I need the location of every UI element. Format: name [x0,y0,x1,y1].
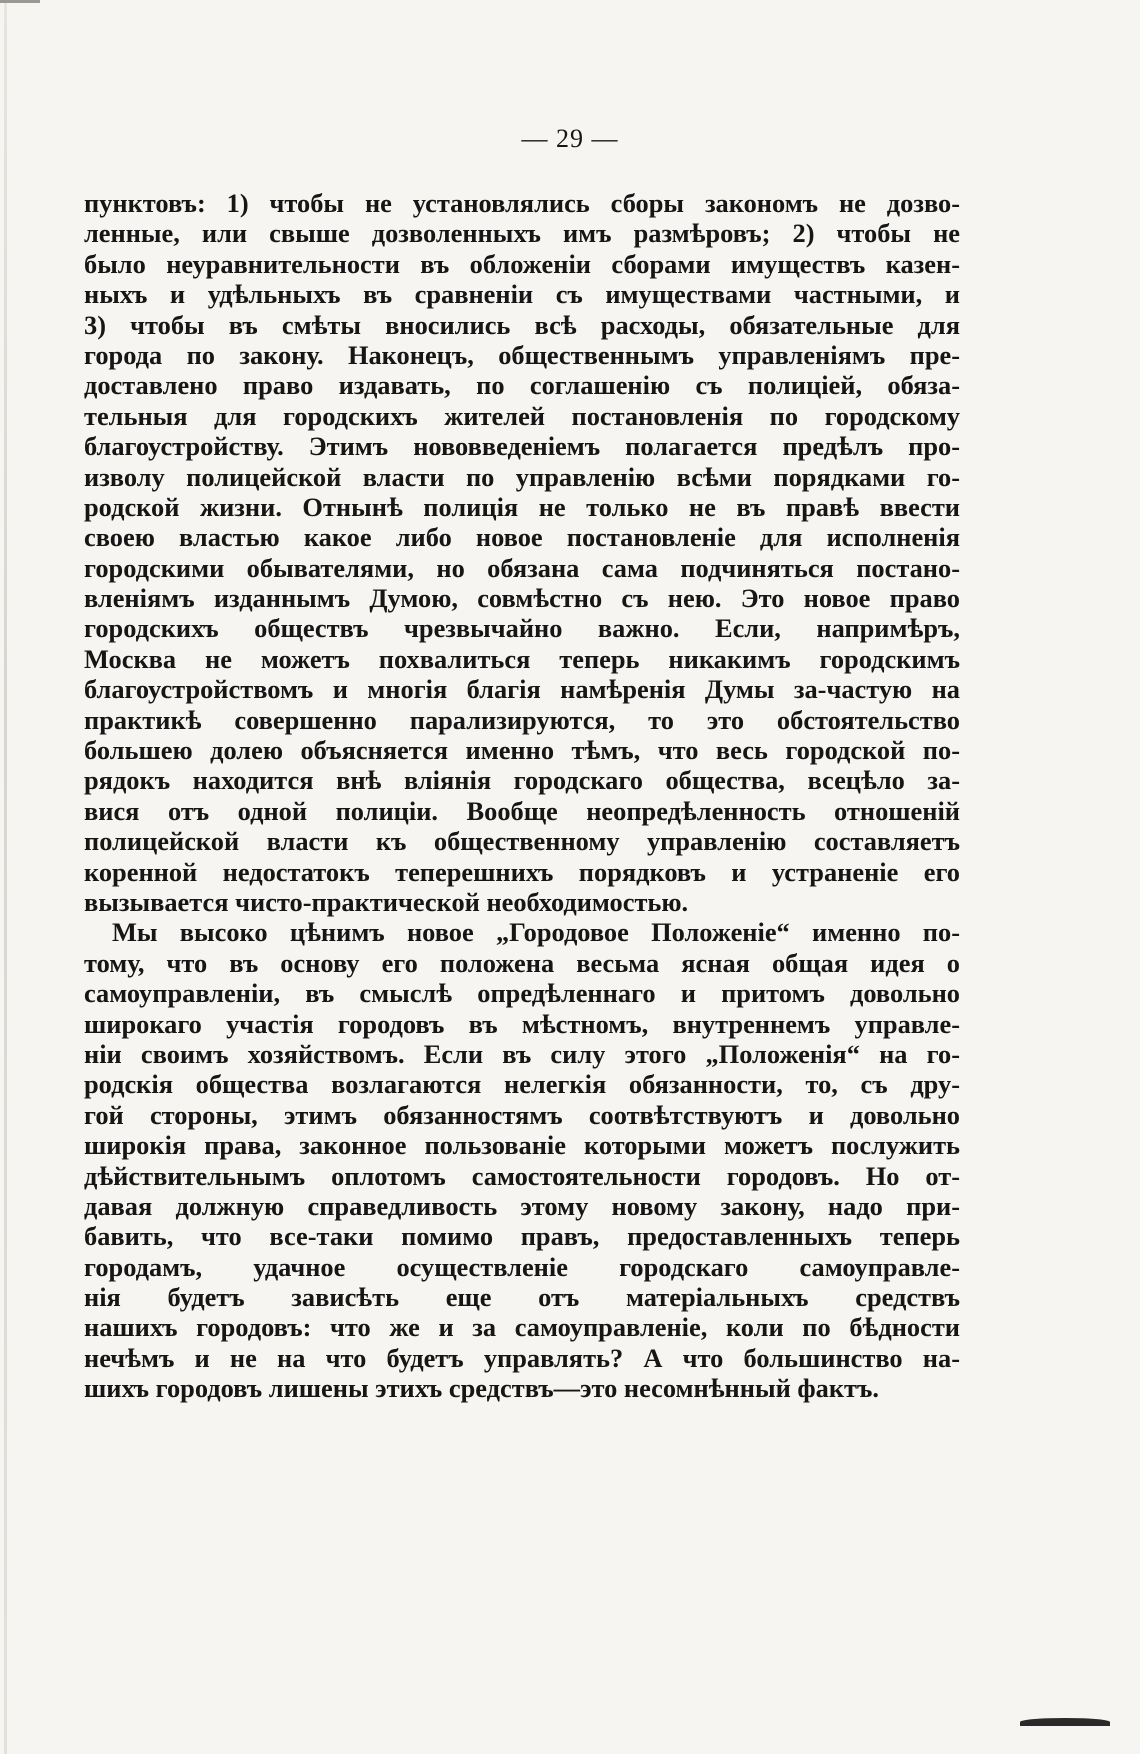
text-line: давая должную справедливость этому новому закону, надо при- [84,1190,960,1221]
paragraph-1 [84,188,960,917]
text-line: полицейской власти къ общественному управленію составляетъ [84,826,960,857]
text-line: тельныя для городскихъ жителей постановленія по городскому [84,400,960,431]
text-line: ленные, или свыше дозволенныхъ имъ размѣровъ; 2) чтобы не [84,218,960,249]
text-line: самоуправленіи, въ смыслѣ опредѣленнаго и притомъ довольно [84,978,960,1009]
text-line: Мы высоко цѣнимъ новое „Городовое Положеніе“ именно по- [112,917,960,948]
text-line: благоустройствомъ и многія благія намѣренія Думы за-частую на [84,674,960,705]
scan-smudge [1020,1718,1110,1726]
text-line: гой стороны, этимъ обязанностямъ соотвѣтствуютъ и довольно [84,1099,960,1130]
text-line: нія будетъ зависѣть еще отъ матеріальныхъ средствъ [84,1282,960,1313]
text-line: дѣйствительнымъ оплотомъ самостоятельности городовъ. Но от- [84,1160,960,1191]
body-text [84,188,960,1404]
text-line: нашихъ городовъ: что же и за самоуправленіе, коли по бѣдности [84,1312,960,1343]
text-line: шихъ городовъ лишены этихъ средствъ—это несомнѣнный фактъ. [84,1373,879,1404]
scan-edge [4,0,7,1754]
text-line: виcя отъ одной полиціи. Вообще неопредѣленность отношеній [84,795,960,826]
text-line: Москва не можетъ похвалиться теперь никакимъ городскимъ [84,643,960,674]
text-line: ныхъ и удѣльныхъ въ сравненіи съ имуществами частными, и [84,279,960,310]
text-line: практикѣ совершенно парализируются, то это обстоятельство [84,704,960,735]
text-line: родской жизни. Отнынѣ полиція не только не въ правѣ ввести [84,491,960,522]
text-line: городамъ, удачное осуществленіе городскаго самоуправле- [84,1251,960,1282]
text-line: благоустройству. Этимъ нововведеніемъ полагается предѣлъ про- [84,431,960,462]
text-line: ніи своимъ хозяйствомъ. Если въ силу этого „Положенія“ на го- [84,1038,960,1069]
text-line: широкаго участія городовъ въ мѣстномъ, внутреннемъ управле- [84,1008,960,1039]
text-line: большею долею объясняется именно тѣмъ, что весь городской по- [84,735,960,766]
text-line: было неуравнительности въ обложеніи сборами имуществъ казен- [84,248,960,279]
scan-corner-mark [0,0,40,3]
text-line: доставлено право издавать, по соглашенію съ полиціей, обяза- [84,370,960,401]
text-line: широкія права, законное пользованіе которыми можетъ послужить [84,1130,960,1161]
text-line: родскія общества возлагаются нелегкія обязанности, то, съ дру- [84,1069,960,1100]
text-line: вленіямъ изданнымъ Думою, совмѣстно съ нею. Это новое право [84,583,960,614]
text-line: пунктовъ: 1) чтобы не установлялись сборы закономъ не дозво- [84,188,960,218]
text-line: тому, что въ основу его положена весьма ясная общая идея о [84,947,960,978]
text-line: городскими обывателями, но обязана сама подчиняться постано- [84,552,960,583]
text-line: нечѣмъ и не на что будетъ управлять? А что большинство на- [84,1342,960,1373]
text-line: городскихъ обществъ чрезвычайно важно. Если, напримѣръ, [84,613,960,644]
text-line: бавить, что все-таки помимо правъ, предоставленныхъ теперь [84,1221,960,1252]
paragraph-2 [84,917,960,1403]
text-line: города по закону. Наконецъ, общественнымъ управленіямъ пре- [84,339,960,370]
text-line: вызывается чисто-практической необходимостью. [84,886,689,917]
text-line: коренной недостатокъ теперешнихъ порядковъ и устраненіе его [84,856,960,887]
text-line: изволу полицейской власти по управленію всѣми порядками го- [84,461,960,492]
text-line: своею властью какое либо новое постановленіе для исполненія [84,522,960,553]
text-line: рядокъ находится внѣ вліянія городскаго общества, всецѣло за- [84,765,960,796]
page-number: — 29 — [521,124,619,153]
text-line: 3) чтобы въ смѣты вносились всѣ расходы, обязательные для [84,309,960,340]
